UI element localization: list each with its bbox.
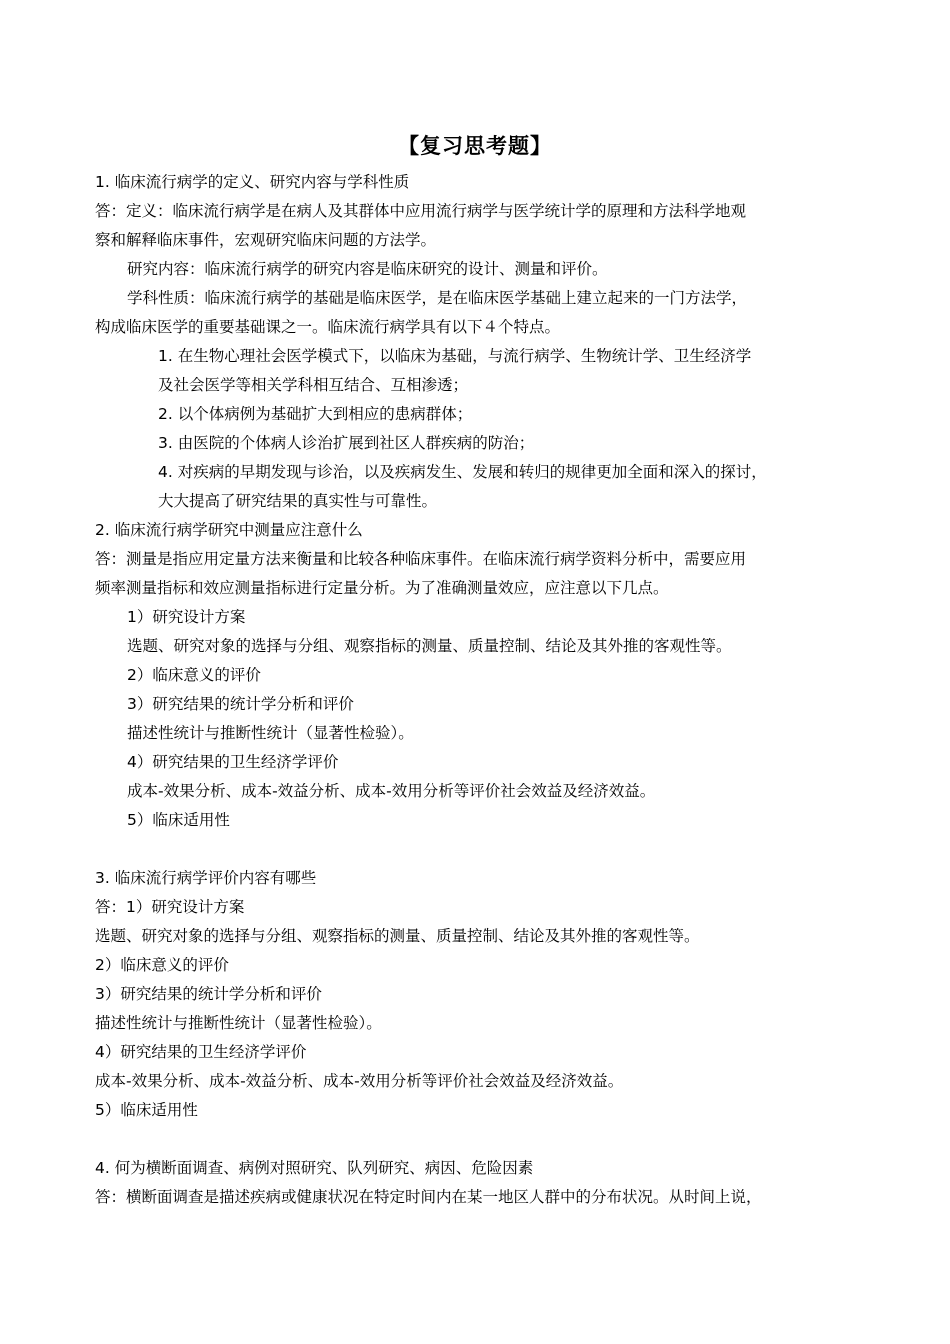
list-item: 3. 由医院的个体病人诊治扩展到社区人群疾病的防治； (158, 434, 535, 452)
answer-3-line: 描述性统计与推断性统计（显著性检验）。 (95, 1014, 382, 1032)
answer-2-line: 成本-效果分析、成本-效益分析、成本-效用分析等评价社会效益及经济效益。 (127, 782, 656, 800)
question-1-heading: 1. 临床流行病学的定义、研究内容与学科性质 (95, 173, 410, 191)
question-3-heading: 3. 临床流行病学评价内容有哪些 (95, 869, 317, 887)
list-item: 2. 以个体病例为基础扩大到相应的患病群体； (158, 405, 473, 423)
answer-1-line: 答：定义：临床流行病学是在病人及其群体中应用流行病学与医学统计学的原理和方法科学地观 (95, 202, 747, 220)
answer-2-line: 3）研究结果的统计学分析和评价 (127, 695, 354, 713)
answer-2-line: 5）临床适用性 (127, 811, 230, 829)
answer-4-line: 答：横断面调查是描述疾病或健康状况在特定时间内在某一地区人群中的分布状况。从时间上说， (95, 1188, 762, 1206)
answer-1-line: 研究内容：临床流行病学的研究内容是临床研究的设计、测量和评价。 (127, 260, 608, 278)
answer-3-line: 2）临床意义的评价 (95, 956, 229, 974)
answer-2-line: 选题、研究对象的选择与分组、观察指标的测量、质量控制、结论及其外推的客观性等。 (127, 637, 732, 655)
answer-1-line: 学科性质：临床流行病学的基础是临床医学，是在临床医学基础上建立起来的一门方法学， (127, 289, 748, 307)
answer-1-line: 构成临床医学的重要基础课之一。临床流行病学具有以下４个特点。 (95, 318, 561, 336)
question-2-heading: 2. 临床流行病学研究中测量应注意什么 (95, 521, 363, 539)
answer-3-line: 选题、研究对象的选择与分组、观察指标的测量、质量控制、结论及其外推的客观性等。 (95, 927, 700, 945)
answer-3-line: 成本-效果分析、成本-效益分析、成本-效用分析等评价社会效益及经济效益。 (95, 1072, 624, 1090)
answer-1-line: 察和解释临床事件，宏观研究临床问题的方法学。 (95, 231, 437, 249)
answer-2-line: 描述性统计与推断性统计（显著性检验）。 (127, 724, 414, 742)
answer-3-line: 3）研究结果的统计学分析和评价 (95, 985, 322, 1003)
answer-3-line: 4）研究结果的卫生经济学评价 (95, 1043, 307, 1061)
answer-2-line: 答：测量是指应用定量方法来衡量和比较各种临床事件。在临床流行病学资料分析中，需要应用 (95, 550, 747, 568)
answer-3-line: 答：1）研究设计方案 (95, 898, 245, 916)
answer-2-line: 2）临床意义的评价 (127, 666, 261, 684)
answer-2-line: 频率测量指标和效应测量指标进行定量分析。为了准确测量效应，应注意以下几点。 (95, 579, 669, 597)
answer-3-line: 5）临床适用性 (95, 1101, 198, 1119)
list-item: 大大提高了研究结果的真实性与可靠性。 (158, 492, 438, 510)
answer-2-line: 1）研究设计方案 (127, 608, 246, 626)
page-title: 【复习思考题】 (398, 134, 552, 158)
list-item: 及社会医学等相关学科相互结合、互相渗透； (158, 376, 469, 394)
answer-2-line: 4）研究结果的卫生经济学评价 (127, 753, 339, 771)
question-4-heading: 4. 何为横断面调查、病例对照研究、队列研究、病因、危险因素 (95, 1159, 534, 1177)
list-item: 1. 在生物心理社会医学模式下，以临床为基础，与流行病学、生物统计学、卫生经济学 (158, 347, 752, 365)
list-item: 4. 对疾病的早期发现与诊治，以及疾病发生、发展和转归的规律更加全面和深入的探讨， (158, 463, 767, 481)
